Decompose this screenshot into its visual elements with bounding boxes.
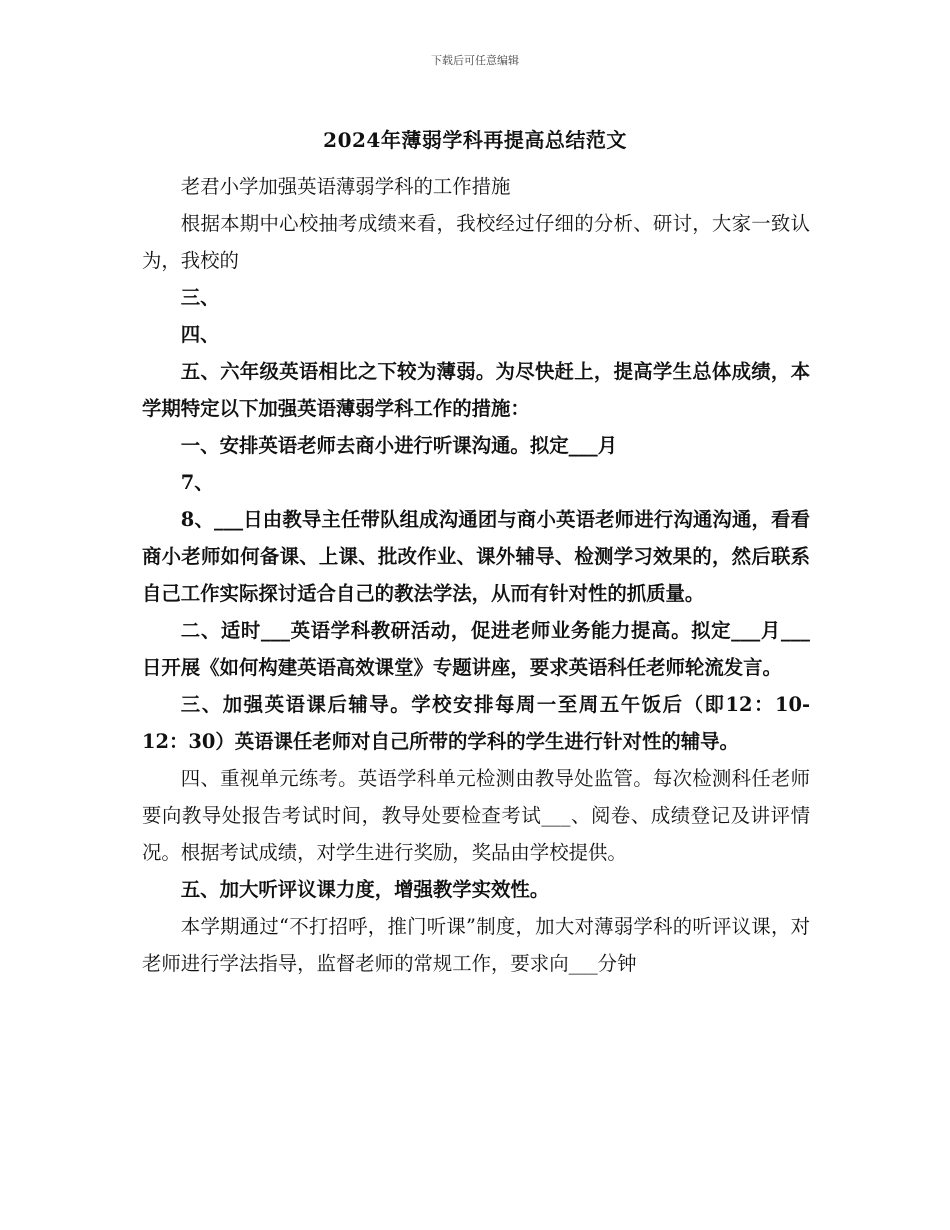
list-paragraph: 四、 — [180, 323, 220, 346]
list-paragraph: 7、 — [180, 471, 214, 494]
page-header: 下载后可任意编辑 — [431, 54, 519, 67]
measure-paragraph: 四、重视单元练考。英语学科单元检测由教导处监管。每次检测科任老师要向教导处报告考试时间，教导处要检查考试___、阅卷、成绩登记及讲评情况。根据考试成绩，对学生进行奖励，奖品由学校提供。 — [142, 767, 810, 864]
body-paragraph: 8、___日由教导主任带队组成沟通团与商小英语老师进行沟通沟通，看看商小老师如何备课、上课、批改作业、课外辅导、检测学习效果的，然后联系自己工作实际探讨适合自己的教法学法，从而有针对性的抓质量。 — [142, 508, 810, 605]
list-paragraph: 三、 — [180, 286, 220, 309]
measure-paragraph: 五、加大听评议课力度，增强教学实效性。 — [180, 878, 550, 901]
document-body — [142, 168, 810, 982]
body-paragraph: 五、六年级英语相比之下较为薄弱。为尽快赶上，提高学生总体成绩，本学期特定以下加强英语薄弱学科工作的措施： — [142, 360, 810, 420]
document-title: 2024年薄弱学科再提高总结范文 — [323, 128, 627, 152]
measure-paragraph: 一、安排英语老师去商小进行听课沟通。拟定___月 — [180, 434, 618, 457]
measure-paragraph: 三、加强英语课后辅导。学校安排每周一至周五午饭后（即12：10-12：30）英语课任老师对自己所带的学科的学生进行针对性的辅导。 — [142, 693, 810, 753]
measure-paragraph: 二、适时___英语学科教研活动，促进老师业务能力提高。拟定___月___日开展《如何构建英语高效课堂》专题讲座，要求英语科任老师轮流发言。 — [142, 619, 810, 679]
body-paragraph: 根据本期中心校抽考成绩来看，我校经过仔细的分析、研讨，大家一致认为，我校的 — [142, 212, 810, 272]
body-paragraph: 本学期通过“不打招呼，推门听课”制度，加大对薄弱学科的听评议课，对老师进行学法指导，监督老师的常规工作，要求向___分钟 — [142, 915, 810, 975]
subtitle-paragraph: 老君小学加强英语薄弱学科的工作措施 — [180, 175, 511, 198]
